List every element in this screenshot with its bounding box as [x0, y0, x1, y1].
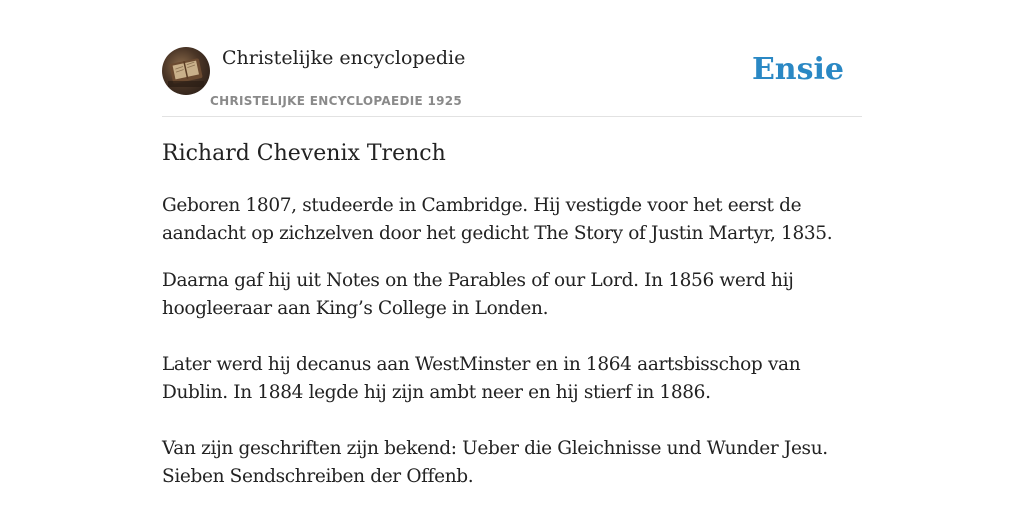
- article-paragraph: Van zijn geschriften zijn bekend: Ueber die Gleichnisse und Wunder Jesu. Sieben Sendschreiben der Offenb.: [162, 438, 828, 487]
- site-header: [162, 46, 862, 117]
- article-title: Richard Chevenix Trench: [162, 141, 446, 166]
- ensie-logo[interactable]: Ensie: [751, 52, 844, 87]
- site-name[interactable]: Christelijke encyclopedie: [222, 47, 466, 69]
- article-paragraph: Later werd hij decanus aan WestMinster en in 1864 aartsbisschop van Dublin. In 1884 legde hij zijn ambt neer en hij stierf in 1886.: [162, 354, 801, 403]
- article: [162, 138, 862, 491]
- book-icon[interactable]: [162, 47, 210, 95]
- site-subtitle: CHRISTELIJKE ENCYCLOPAEDIE 1925: [210, 94, 463, 108]
- article-paragraph: Geboren 1807, studeerde in Cambridge. Hij vestigde voor het eerst de aandacht op zichzelven door het gedicht The Story of Justin Martyr, 1835.: [162, 195, 833, 244]
- article-paragraph: Daarna gaf hij uit Notes on the Parables of our Lord. In 1856 werd hij hoogleeraar aan King’s College in Londen.: [162, 270, 794, 319]
